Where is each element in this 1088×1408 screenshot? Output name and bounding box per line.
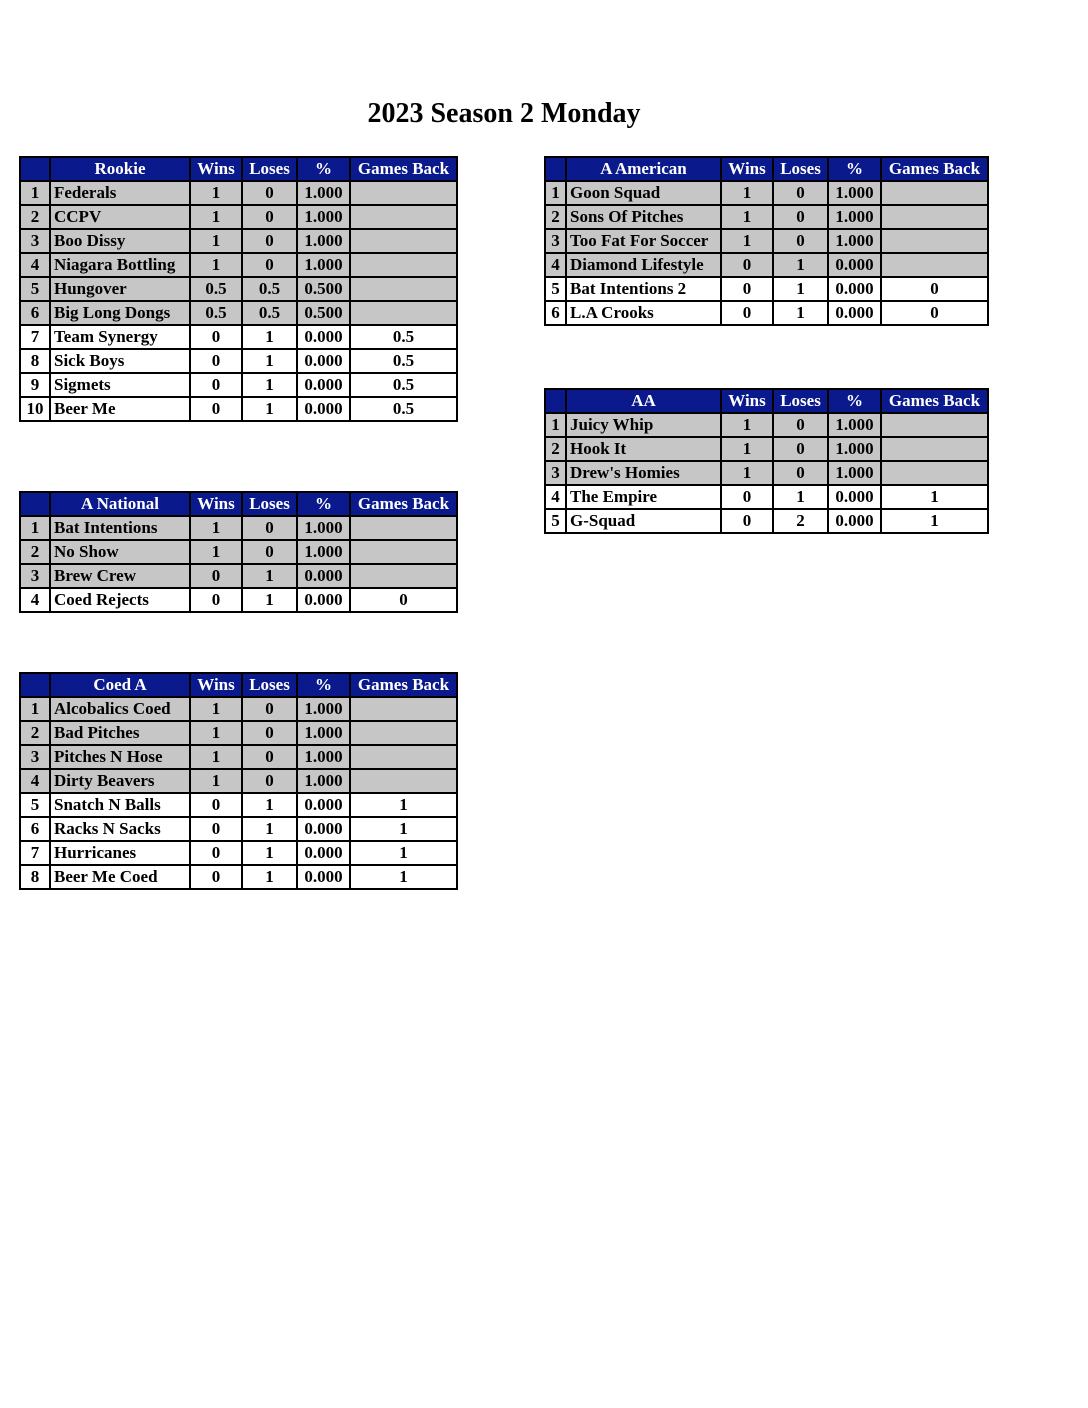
team-name-cell: Hook It <box>566 437 721 461</box>
rank-cell: 2 <box>545 205 566 229</box>
pct-cell: 1.000 <box>297 745 350 769</box>
rank-cell: 3 <box>545 229 566 253</box>
table-row <box>20 817 457 841</box>
team-name-cell: Sigmets <box>50 373 190 397</box>
wins-cell: 0 <box>721 301 773 325</box>
team-name-cell: Juicy Whip <box>566 413 721 437</box>
loses-cell: 1 <box>242 588 297 612</box>
loses-cell: 0 <box>773 205 828 229</box>
loses-header: Loses <box>242 673 297 697</box>
wins-cell: 1 <box>190 229 242 253</box>
rank-header-cell <box>545 157 566 181</box>
rank-header-cell <box>20 157 50 181</box>
wins-cell: 1 <box>190 697 242 721</box>
wins-cell: 0 <box>190 588 242 612</box>
table-row <box>20 865 457 889</box>
rank-cell: 7 <box>20 325 50 349</box>
wins-cell: 0 <box>190 865 242 889</box>
loses-cell: 0 <box>242 181 297 205</box>
team-name-cell: Coed Rejects <box>50 588 190 612</box>
table-row <box>545 509 988 533</box>
wins-header: Wins <box>721 157 773 181</box>
rank-cell: 5 <box>20 277 50 301</box>
table-row <box>545 413 988 437</box>
team-name-cell: Big Long Dongs <box>50 301 190 325</box>
loses-cell: 0 <box>242 540 297 564</box>
pct-cell: 1.000 <box>828 461 881 485</box>
table-row <box>20 721 457 745</box>
wins-cell: 0 <box>721 277 773 301</box>
team-name-cell: G-Squad <box>566 509 721 533</box>
loses-cell: 1 <box>773 253 828 277</box>
rank-cell: 7 <box>20 841 50 865</box>
wins-cell: 0 <box>190 349 242 373</box>
games-back-cell <box>881 229 988 253</box>
loses-cell: 0 <box>242 697 297 721</box>
rank-cell: 6 <box>20 817 50 841</box>
pct-cell: 0.000 <box>828 253 881 277</box>
table-row <box>545 229 988 253</box>
pct-cell: 0.000 <box>297 349 350 373</box>
loses-cell: 0 <box>242 745 297 769</box>
loses-header: Loses <box>242 492 297 516</box>
games-back-cell: 0.5 <box>350 325 457 349</box>
division-header: A American <box>566 157 721 181</box>
rank-cell: 10 <box>20 397 50 421</box>
wins-cell: 0 <box>721 509 773 533</box>
wins-cell: 1 <box>190 540 242 564</box>
pct-cell: 1.000 <box>297 721 350 745</box>
pct-cell: 1.000 <box>297 229 350 253</box>
rank-cell: 5 <box>545 509 566 533</box>
pct-cell: 0.000 <box>828 277 881 301</box>
loses-cell: 0 <box>242 205 297 229</box>
rank-cell: 4 <box>545 485 566 509</box>
games-back-cell <box>350 769 457 793</box>
table-row <box>545 437 988 461</box>
loses-cell: 0 <box>242 253 297 277</box>
table-row <box>545 485 988 509</box>
pct-cell: 1.000 <box>828 229 881 253</box>
table-row <box>20 697 457 721</box>
pct-cell: 0.000 <box>297 397 350 421</box>
loses-cell: 1 <box>242 397 297 421</box>
rank-cell: 1 <box>20 181 50 205</box>
loses-header: Loses <box>242 157 297 181</box>
games-back-cell <box>881 253 988 277</box>
wins-cell: 0.5 <box>190 277 242 301</box>
games-back-cell <box>350 721 457 745</box>
table-row <box>20 588 457 612</box>
pct-cell: 0.000 <box>828 301 881 325</box>
table-row <box>20 253 457 277</box>
pct-cell: 0.000 <box>297 588 350 612</box>
loses-cell: 0 <box>773 229 828 253</box>
table-row <box>545 205 988 229</box>
wins-header: Wins <box>721 389 773 413</box>
table-row <box>20 181 457 205</box>
wins-header: Wins <box>190 673 242 697</box>
pct-cell: 0.000 <box>828 485 881 509</box>
table-row <box>20 564 457 588</box>
rank-cell: 4 <box>545 253 566 277</box>
team-name-cell: Sick Boys <box>50 349 190 373</box>
pct-cell: 1.000 <box>297 697 350 721</box>
team-name-cell: Federals <box>50 181 190 205</box>
games-back-cell <box>881 181 988 205</box>
games-back-cell: 0 <box>350 588 457 612</box>
table-row <box>20 301 457 325</box>
wins-cell: 1 <box>721 413 773 437</box>
table-row <box>545 253 988 277</box>
games-back-cell <box>350 181 457 205</box>
table-row <box>20 229 457 253</box>
pct-cell: 0.000 <box>297 793 350 817</box>
games-back-header: Games Back <box>881 157 988 181</box>
games-back-cell <box>350 697 457 721</box>
rank-cell: 2 <box>20 540 50 564</box>
team-name-cell: Beer Me <box>50 397 190 421</box>
pct-cell: 1.000 <box>828 413 881 437</box>
table-row <box>20 277 457 301</box>
rank-cell: 5 <box>20 793 50 817</box>
team-name-cell: Boo Dissy <box>50 229 190 253</box>
table-row <box>20 793 457 817</box>
rank-cell: 8 <box>20 865 50 889</box>
wins-cell: 1 <box>190 745 242 769</box>
rank-cell: 1 <box>545 181 566 205</box>
wins-cell: 0 <box>721 485 773 509</box>
pct-cell: 1.000 <box>828 181 881 205</box>
loses-cell: 1 <box>773 277 828 301</box>
games-back-header: Games Back <box>350 157 457 181</box>
loses-cell: 1 <box>242 793 297 817</box>
rank-cell: 8 <box>20 349 50 373</box>
table-row <box>20 841 457 865</box>
games-back-header: Games Back <box>350 673 457 697</box>
pct-cell: 1.000 <box>297 540 350 564</box>
rank-cell: 6 <box>545 301 566 325</box>
rank-cell: 2 <box>20 205 50 229</box>
loses-cell: 0 <box>773 437 828 461</box>
table-row <box>20 349 457 373</box>
rank-cell: 3 <box>20 229 50 253</box>
rank-header-cell <box>20 673 50 697</box>
team-name-cell: L.A Crooks <box>566 301 721 325</box>
games-back-cell: 1 <box>350 793 457 817</box>
pct-cell: 0.000 <box>297 373 350 397</box>
rank-cell: 2 <box>20 721 50 745</box>
table-header-row <box>20 492 457 516</box>
pct-cell: 1.000 <box>828 437 881 461</box>
wins-cell: 1 <box>190 181 242 205</box>
games-back-header: Games Back <box>881 389 988 413</box>
games-back-cell: 1 <box>350 865 457 889</box>
loses-cell: 1 <box>242 817 297 841</box>
standings-table-aa <box>544 388 989 534</box>
table-row <box>545 301 988 325</box>
team-name-cell: Bat Intentions <box>50 516 190 540</box>
games-back-cell: 0.5 <box>350 349 457 373</box>
loses-cell: 1 <box>773 485 828 509</box>
games-back-cell <box>350 540 457 564</box>
pct-header: % <box>828 389 881 413</box>
rank-cell: 3 <box>545 461 566 485</box>
pct-cell: 1.000 <box>297 769 350 793</box>
team-name-cell: Diamond Lifestyle <box>566 253 721 277</box>
rank-cell: 3 <box>20 564 50 588</box>
games-back-cell <box>881 461 988 485</box>
pct-cell: 0.000 <box>297 817 350 841</box>
wins-cell: 0 <box>190 397 242 421</box>
team-name-cell: Snatch N Balls <box>50 793 190 817</box>
team-name-cell: CCPV <box>50 205 190 229</box>
table-row <box>20 540 457 564</box>
loses-cell: 1 <box>242 325 297 349</box>
team-name-cell: Goon Squad <box>566 181 721 205</box>
loses-cell: 0.5 <box>242 277 297 301</box>
table-row <box>20 769 457 793</box>
rank-cell: 4 <box>20 769 50 793</box>
pct-cell: 0.000 <box>828 509 881 533</box>
wins-cell: 0 <box>190 793 242 817</box>
team-name-cell: Dirty Beavers <box>50 769 190 793</box>
team-name-cell: Brew Crew <box>50 564 190 588</box>
team-name-cell: Hurricanes <box>50 841 190 865</box>
wins-cell: 1 <box>721 437 773 461</box>
wins-cell: 1 <box>721 229 773 253</box>
pct-cell: 1.000 <box>297 253 350 277</box>
pct-cell: 1.000 <box>297 516 350 540</box>
rank-cell: 1 <box>20 697 50 721</box>
rank-header-cell <box>545 389 566 413</box>
loses-header: Loses <box>773 389 828 413</box>
loses-cell: 0 <box>773 413 828 437</box>
table-row <box>20 325 457 349</box>
games-back-cell <box>350 229 457 253</box>
loses-cell: 1 <box>242 841 297 865</box>
games-back-cell: 1 <box>350 817 457 841</box>
wins-cell: 1 <box>190 721 242 745</box>
pct-header: % <box>297 673 350 697</box>
team-name-cell: Alcobalics Coed <box>50 697 190 721</box>
wins-cell: 0 <box>721 253 773 277</box>
rank-header-cell <box>20 492 50 516</box>
games-back-cell: 0.5 <box>350 373 457 397</box>
loses-cell: 0 <box>773 461 828 485</box>
team-name-cell: Bad Pitches <box>50 721 190 745</box>
wins-cell: 0 <box>190 325 242 349</box>
rank-cell: 3 <box>20 745 50 769</box>
pct-cell: 0.000 <box>297 865 350 889</box>
team-name-cell: Bat Intentions 2 <box>566 277 721 301</box>
games-back-cell <box>350 516 457 540</box>
games-back-cell: 1 <box>881 485 988 509</box>
wins-cell: 1 <box>190 769 242 793</box>
games-back-cell <box>881 205 988 229</box>
pct-cell: 1.000 <box>297 181 350 205</box>
rank-cell: 1 <box>20 516 50 540</box>
loses-cell: 0 <box>242 229 297 253</box>
team-name-cell: Team Synergy <box>50 325 190 349</box>
loses-cell: 1 <box>242 373 297 397</box>
division-header: AA <box>566 389 721 413</box>
wins-cell: 1 <box>721 461 773 485</box>
wins-cell: 0 <box>190 373 242 397</box>
wins-cell: 0 <box>190 817 242 841</box>
games-back-cell <box>881 437 988 461</box>
table-header-row <box>20 157 457 181</box>
rank-cell: 6 <box>20 301 50 325</box>
pct-cell: 0.500 <box>297 277 350 301</box>
games-back-cell <box>881 413 988 437</box>
pct-cell: 0.000 <box>297 841 350 865</box>
games-back-cell <box>350 253 457 277</box>
pct-cell: 1.000 <box>828 205 881 229</box>
loses-cell: 0 <box>242 721 297 745</box>
rank-cell: 4 <box>20 588 50 612</box>
wins-cell: 0 <box>190 841 242 865</box>
page-title: 2023 Season 2 Monday <box>367 98 641 129</box>
games-back-cell: 0 <box>881 277 988 301</box>
team-name-cell: Drew's Homies <box>566 461 721 485</box>
pct-header: % <box>828 157 881 181</box>
table-row <box>545 277 988 301</box>
table-header-row <box>545 157 988 181</box>
division-header: A National <box>50 492 190 516</box>
wins-cell: 0 <box>190 564 242 588</box>
games-back-cell: 1 <box>350 841 457 865</box>
table-row <box>545 461 988 485</box>
table-row <box>20 745 457 769</box>
games-back-cell <box>350 745 457 769</box>
standings-table-a-american <box>544 156 989 326</box>
table-header-row <box>20 673 457 697</box>
pct-cell: 0.000 <box>297 325 350 349</box>
loses-cell: 0 <box>242 516 297 540</box>
division-header: Coed A <box>50 673 190 697</box>
standings-table-coed-a <box>19 672 458 890</box>
rank-cell: 1 <box>545 413 566 437</box>
loses-header: Loses <box>773 157 828 181</box>
loses-cell: 1 <box>242 865 297 889</box>
division-header: Rookie <box>50 157 190 181</box>
rank-cell: 9 <box>20 373 50 397</box>
team-name-cell: Beer Me Coed <box>50 865 190 889</box>
games-back-cell <box>350 564 457 588</box>
loses-cell: 2 <box>773 509 828 533</box>
loses-cell: 1 <box>773 301 828 325</box>
table-row <box>20 516 457 540</box>
table-row <box>20 205 457 229</box>
wins-cell: 0.5 <box>190 301 242 325</box>
team-name-cell: Niagara Bottling <box>50 253 190 277</box>
games-back-cell <box>350 205 457 229</box>
table-header-row <box>545 389 988 413</box>
pct-header: % <box>297 157 350 181</box>
wins-cell: 1 <box>721 205 773 229</box>
wins-cell: 1 <box>190 205 242 229</box>
table-row <box>20 373 457 397</box>
loses-cell: 0 <box>242 769 297 793</box>
pct-cell: 1.000 <box>297 205 350 229</box>
wins-cell: 1 <box>190 253 242 277</box>
team-name-cell: The Empire <box>566 485 721 509</box>
loses-cell: 0 <box>773 181 828 205</box>
rank-cell: 5 <box>545 277 566 301</box>
team-name-cell: Sons Of Pitches <box>566 205 721 229</box>
wins-cell: 1 <box>190 516 242 540</box>
standings-table-a-national <box>19 491 458 613</box>
games-back-cell: 1 <box>881 509 988 533</box>
team-name-cell: Hungover <box>50 277 190 301</box>
wins-header: Wins <box>190 157 242 181</box>
rank-cell: 2 <box>545 437 566 461</box>
team-name-cell: Racks N Sacks <box>50 817 190 841</box>
wins-header: Wins <box>190 492 242 516</box>
standings-table-rookie <box>19 156 458 422</box>
pct-header: % <box>297 492 350 516</box>
games-back-cell <box>350 301 457 325</box>
table-row <box>545 181 988 205</box>
wins-cell: 1 <box>721 181 773 205</box>
team-name-cell: No Show <box>50 540 190 564</box>
loses-cell: 1 <box>242 349 297 373</box>
table-row <box>20 397 457 421</box>
loses-cell: 1 <box>242 564 297 588</box>
pct-cell: 0.500 <box>297 301 350 325</box>
pct-cell: 0.000 <box>297 564 350 588</box>
team-name-cell: Pitches N Hose <box>50 745 190 769</box>
games-back-cell: 0 <box>881 301 988 325</box>
games-back-cell <box>350 277 457 301</box>
games-back-cell: 0.5 <box>350 397 457 421</box>
rank-cell: 4 <box>20 253 50 277</box>
team-name-cell: Too Fat For Soccer <box>566 229 721 253</box>
loses-cell: 0.5 <box>242 301 297 325</box>
games-back-header: Games Back <box>350 492 457 516</box>
